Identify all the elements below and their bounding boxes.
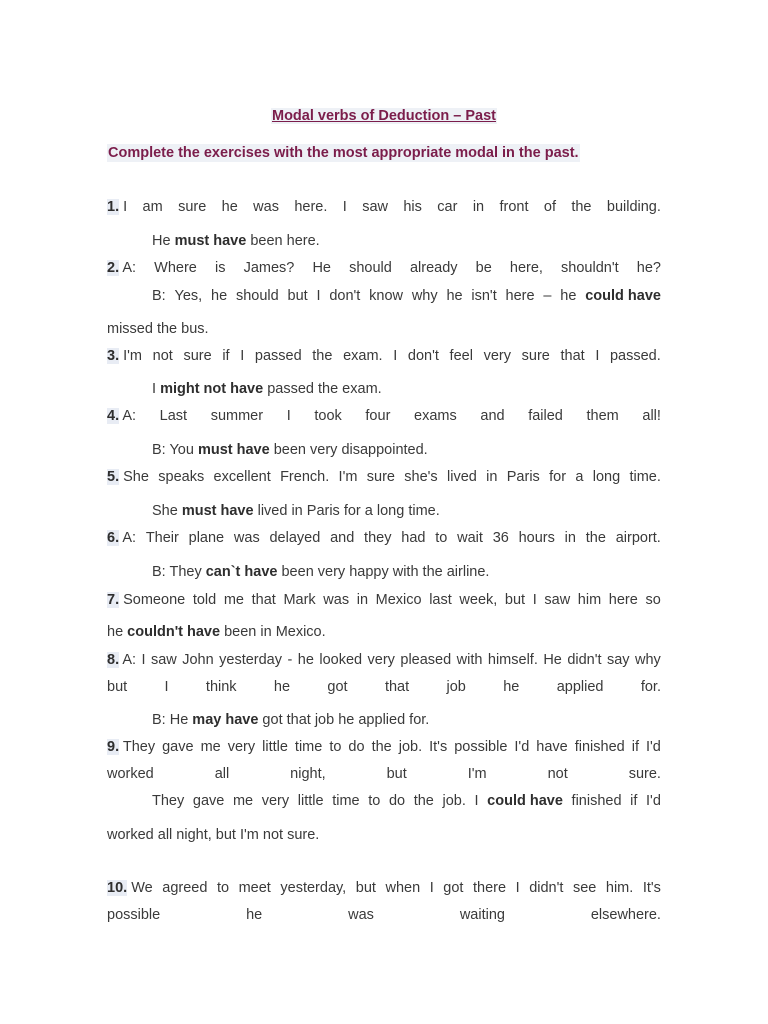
word: don't xyxy=(329,288,361,304)
word: that xyxy=(384,679,410,695)
word: last xyxy=(429,592,452,608)
word: do xyxy=(388,793,406,809)
word: worked xyxy=(107,766,154,782)
word: be xyxy=(475,260,492,276)
answer-modal: could have xyxy=(585,288,661,304)
word: shouldn't xyxy=(561,260,619,276)
exercise-line xyxy=(107,677,661,697)
word: got xyxy=(327,679,348,695)
exercise-line: missed the bus. xyxy=(107,321,209,337)
word-group: 9. They xyxy=(107,739,156,755)
word: here xyxy=(505,288,535,304)
exercise-line xyxy=(107,467,661,487)
text: I xyxy=(152,381,161,397)
word: time xyxy=(332,793,360,809)
word: for xyxy=(549,469,567,485)
word: I xyxy=(316,288,321,304)
word: I xyxy=(532,592,537,608)
word: in xyxy=(472,199,485,215)
word: building. xyxy=(606,199,661,215)
word: excellent xyxy=(213,469,271,485)
word: It's xyxy=(642,880,661,896)
word: I xyxy=(595,348,600,364)
word: to xyxy=(368,793,381,809)
word: very xyxy=(483,348,511,364)
word: but xyxy=(386,766,407,782)
word: They xyxy=(152,793,185,809)
word: pleased xyxy=(400,652,452,668)
word: meet xyxy=(238,880,271,896)
word: hours xyxy=(518,530,555,546)
word: saw xyxy=(544,592,571,608)
word: isn't xyxy=(471,288,497,304)
item-number: 6. xyxy=(107,530,120,546)
word: yesterday xyxy=(219,652,282,668)
word: know xyxy=(369,288,404,304)
word: he xyxy=(503,679,520,695)
word: was xyxy=(253,199,279,215)
word: I xyxy=(240,348,245,364)
word: should xyxy=(235,288,279,304)
word: sure xyxy=(521,348,550,364)
item-number: 10. xyxy=(107,880,128,896)
word: he xyxy=(211,288,228,304)
word: here. xyxy=(294,199,328,215)
word: but xyxy=(504,592,526,608)
word: himself. xyxy=(487,652,538,668)
exercise-line xyxy=(107,346,661,366)
answer-modal: must have xyxy=(197,442,270,458)
word: plane xyxy=(188,530,225,546)
word: here, xyxy=(509,260,543,276)
word: think xyxy=(205,679,237,695)
word: I xyxy=(429,880,434,896)
word: so xyxy=(645,592,661,608)
word-group: 7. Someone xyxy=(107,592,186,608)
word: I xyxy=(141,652,146,668)
word-group: 6. A: xyxy=(107,530,137,546)
item-number: 4. xyxy=(107,408,120,424)
word: Last xyxy=(159,408,188,424)
word-group: 10. We xyxy=(107,880,153,896)
item-number: 8. xyxy=(107,652,120,668)
word: for. xyxy=(640,679,661,695)
word: John xyxy=(182,652,214,668)
word: finished xyxy=(574,739,625,755)
instructions: Complete the exercises with the most appropriate modal in the past. xyxy=(108,145,579,161)
word: should xyxy=(349,260,392,276)
word: sure. xyxy=(628,766,661,782)
word: with xyxy=(456,652,483,668)
word: elsewhere. xyxy=(590,907,661,923)
word: gave xyxy=(192,793,225,809)
word: I xyxy=(515,880,520,896)
text: B: He xyxy=(152,712,193,728)
word: was xyxy=(348,907,374,923)
answer-modal: might not have xyxy=(160,381,264,397)
exercise-line xyxy=(107,650,661,670)
word: I xyxy=(342,199,347,215)
exercise-line xyxy=(152,710,661,730)
word: job. xyxy=(398,739,423,755)
word: I'm xyxy=(338,469,358,485)
word: airport. xyxy=(615,530,661,546)
word: he? xyxy=(636,260,661,276)
answer-modal: couldn't have xyxy=(127,624,221,640)
word: I'd xyxy=(646,793,661,809)
word-group: 2. A: xyxy=(107,260,137,276)
word: I xyxy=(393,348,398,364)
item-number: 5. xyxy=(107,469,120,485)
word: B: xyxy=(152,288,166,304)
word: to xyxy=(329,739,342,755)
word: all xyxy=(214,766,230,782)
exercise-line xyxy=(152,562,661,582)
text: got that job he applied for. xyxy=(258,712,430,728)
word: job. xyxy=(442,793,466,809)
word: gave xyxy=(162,739,194,755)
text: lived in Paris for a long time. xyxy=(253,503,440,519)
word: night, xyxy=(290,766,326,782)
word: there xyxy=(473,880,507,896)
word: job xyxy=(446,679,466,695)
text: He xyxy=(152,233,175,249)
word: He xyxy=(312,260,331,276)
word: and xyxy=(330,530,355,546)
word: Mark xyxy=(283,592,316,608)
word-group: 5. She xyxy=(107,469,149,485)
word: he xyxy=(297,652,314,668)
word: had xyxy=(401,530,426,546)
word: yesterday, xyxy=(280,880,347,896)
word: sure xyxy=(366,469,395,485)
exercise-line xyxy=(152,379,661,399)
word: he xyxy=(246,907,263,923)
text: been in Mexico. xyxy=(220,624,326,640)
word: why xyxy=(411,288,438,304)
word-group: 8. A: xyxy=(107,652,137,668)
word: him xyxy=(577,592,602,608)
word: I'm xyxy=(467,766,487,782)
word: looked xyxy=(319,652,363,668)
word: all! xyxy=(642,408,661,424)
word: him. xyxy=(605,880,634,896)
word: Where xyxy=(154,260,197,276)
text: passed the exam. xyxy=(263,381,382,397)
word: here xyxy=(608,592,638,608)
answer-modal: must have xyxy=(174,233,247,249)
word: possible xyxy=(107,907,161,923)
word: saw xyxy=(362,199,388,215)
word: his xyxy=(403,199,422,215)
exercise-line xyxy=(107,737,661,757)
word-group: 4. A: xyxy=(107,408,137,424)
word: already xyxy=(409,260,458,276)
exercise-line xyxy=(152,231,661,251)
word: don't xyxy=(407,348,439,364)
word: the xyxy=(413,793,434,809)
item-number: 2. xyxy=(107,260,120,276)
word: delayed xyxy=(269,530,321,546)
exercise-line xyxy=(107,258,661,278)
text: She xyxy=(152,503,182,519)
word: the xyxy=(585,530,606,546)
word: applied xyxy=(556,679,604,695)
word: – xyxy=(543,288,552,304)
word: exam. xyxy=(343,348,383,364)
word: why xyxy=(635,652,661,668)
exercise-line xyxy=(107,764,661,784)
word: a xyxy=(575,469,584,485)
word: me xyxy=(232,793,254,809)
item-number: 3. xyxy=(107,348,120,364)
exercise-line xyxy=(152,501,661,521)
word: little xyxy=(297,793,324,809)
word: week, xyxy=(459,592,498,608)
word: Mexico xyxy=(375,592,422,608)
word: French. xyxy=(280,469,330,485)
word: lived xyxy=(447,469,477,485)
word: He xyxy=(543,652,562,668)
word: saw xyxy=(150,652,177,668)
word: possible xyxy=(454,739,508,755)
word: but xyxy=(355,880,376,896)
word: wait xyxy=(457,530,483,546)
answer-modal: must have xyxy=(181,503,254,519)
word: Yes, xyxy=(174,288,203,304)
word: passed. xyxy=(609,348,661,364)
word: of xyxy=(543,199,556,215)
word: he xyxy=(273,679,291,695)
word: speaks xyxy=(158,469,205,485)
item-number: 1. xyxy=(107,199,120,215)
word: to xyxy=(435,530,448,546)
word: very xyxy=(261,793,290,809)
word: time xyxy=(294,739,323,755)
word: in xyxy=(564,530,576,546)
word: if xyxy=(630,793,638,809)
text: been very disappointed. xyxy=(269,442,428,458)
word: but xyxy=(107,679,128,695)
text: been here. xyxy=(246,233,320,249)
word-group: 1. I xyxy=(107,199,128,215)
word: if xyxy=(631,739,639,755)
word: front xyxy=(499,199,529,215)
word: I'd xyxy=(514,739,530,755)
word: not xyxy=(547,766,568,782)
word: sure xyxy=(183,348,212,364)
word: finished xyxy=(571,793,622,809)
word: they xyxy=(364,530,392,546)
exercise-line xyxy=(107,406,661,426)
word: I xyxy=(286,408,291,424)
word: 36 xyxy=(492,530,509,546)
exercise-line xyxy=(107,905,661,925)
text: he xyxy=(107,624,128,640)
word: when xyxy=(385,880,421,896)
word: am xyxy=(142,199,163,215)
word: didn't xyxy=(567,652,602,668)
word: that xyxy=(251,592,276,608)
text: been very happy with the airline. xyxy=(277,564,490,580)
word: I xyxy=(164,679,169,695)
exercise-line xyxy=(107,590,661,610)
word: agreed xyxy=(162,880,208,896)
exercise-line xyxy=(107,197,661,217)
word: passed xyxy=(254,348,302,364)
answer-modal: can`t have xyxy=(205,564,278,580)
word: she's xyxy=(404,469,438,485)
word: I'd xyxy=(645,739,661,755)
word: if xyxy=(222,348,230,364)
word: I xyxy=(474,793,479,809)
exercise-line xyxy=(152,791,661,811)
word: but xyxy=(287,288,308,304)
text: B: You xyxy=(152,442,198,458)
page-title xyxy=(0,108,768,124)
word: that xyxy=(560,348,585,364)
word: Their xyxy=(145,530,179,546)
word: them xyxy=(586,408,619,424)
word: car xyxy=(437,199,458,215)
word: very xyxy=(367,652,395,668)
word: James? xyxy=(243,260,295,276)
word: waiting xyxy=(459,907,505,923)
word: me xyxy=(200,739,221,755)
exercise-line xyxy=(107,622,661,642)
word: was xyxy=(233,530,260,546)
word: got xyxy=(443,880,464,896)
exercise-line xyxy=(152,440,661,460)
word: see xyxy=(572,880,597,896)
word: - xyxy=(287,652,293,668)
word: he xyxy=(221,199,238,215)
word: and xyxy=(480,408,505,424)
word: in xyxy=(486,469,498,485)
word: to xyxy=(216,880,230,896)
word: didn't xyxy=(529,880,564,896)
exercise-line xyxy=(107,528,661,548)
word: say xyxy=(606,652,630,668)
word: It's xyxy=(429,739,448,755)
word: have xyxy=(536,739,568,755)
word: Paris xyxy=(506,469,540,485)
answer-modal: may have xyxy=(192,712,259,728)
exercise-line xyxy=(152,286,661,306)
answer-modal: could have xyxy=(487,793,563,809)
word: is xyxy=(214,260,226,276)
word-group: 3. I'm xyxy=(107,348,142,364)
word: do xyxy=(348,739,365,755)
word: he xyxy=(446,288,463,304)
title-text: Modal verbs of Deduction – Past xyxy=(272,108,496,124)
word: sure xyxy=(178,199,207,215)
exercise-line xyxy=(107,878,661,898)
word: failed xyxy=(528,408,563,424)
word: the xyxy=(371,739,392,755)
word: was xyxy=(323,592,350,608)
word: the xyxy=(571,199,592,215)
word: summer xyxy=(210,408,264,424)
word: he xyxy=(560,288,577,304)
item-number: 9. xyxy=(107,739,120,755)
item-number: 7. xyxy=(107,592,120,608)
word: exams xyxy=(414,408,457,424)
word: not xyxy=(152,348,173,364)
word: very xyxy=(227,739,256,755)
word: feel xyxy=(449,348,473,364)
word: time. xyxy=(629,469,661,485)
word: long xyxy=(592,469,621,485)
word: four xyxy=(365,408,391,424)
word: the xyxy=(312,348,333,364)
exercise-line: worked all night, but I'm not sure. xyxy=(107,827,320,843)
word: in xyxy=(356,592,369,608)
word: me xyxy=(223,592,244,608)
word: told xyxy=(192,592,217,608)
word: took xyxy=(314,408,342,424)
word: little xyxy=(262,739,288,755)
text: B: They xyxy=(152,564,206,580)
